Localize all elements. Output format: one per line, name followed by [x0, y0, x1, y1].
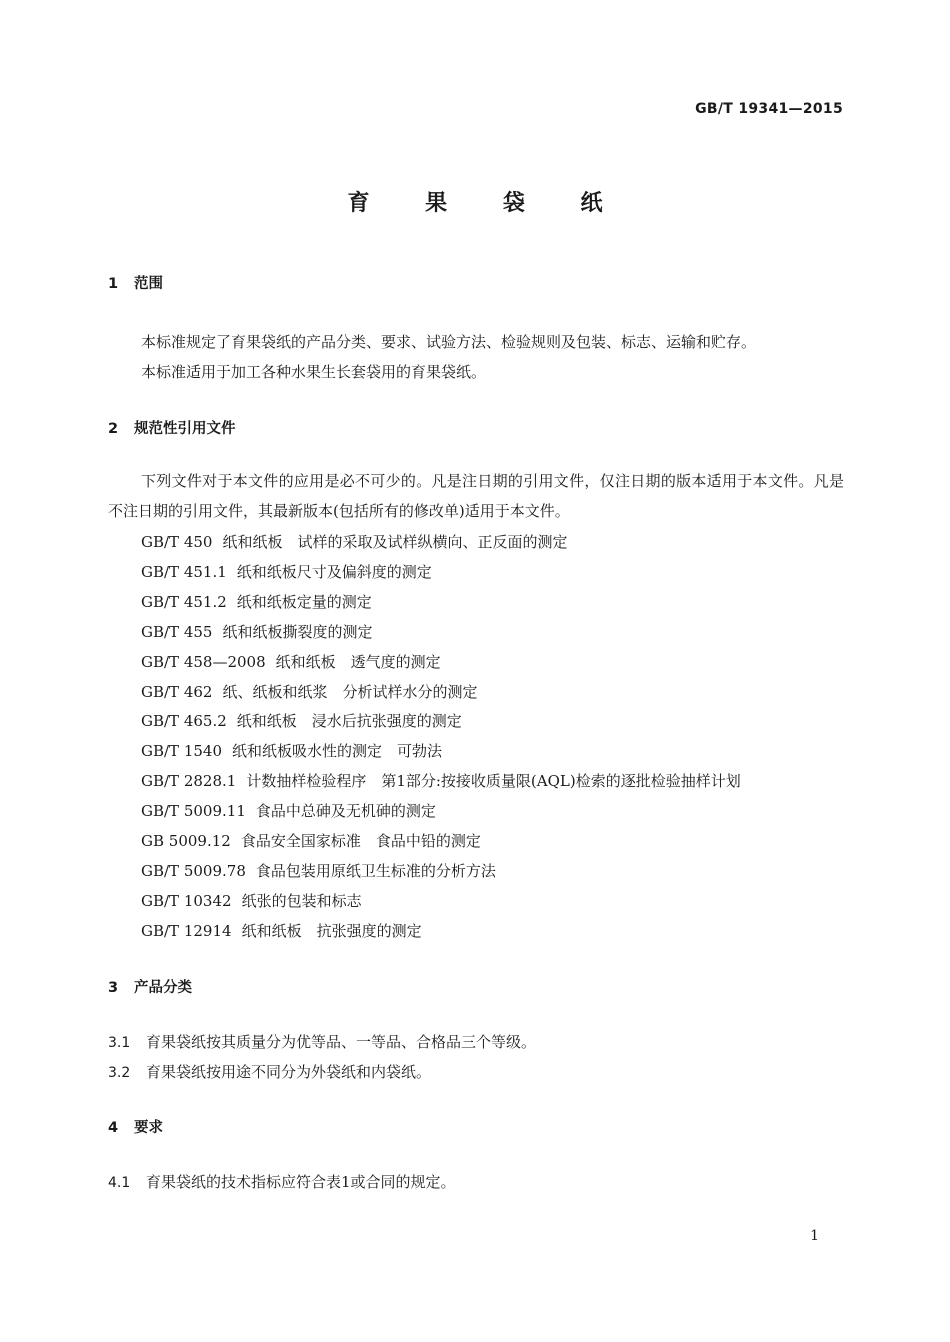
reference-title: 纸和纸板定量的测定 — [236, 593, 372, 611]
section-number: 1 — [108, 276, 119, 292]
reference-item — [141, 621, 372, 642]
reference-item — [141, 531, 567, 552]
clause-item — [108, 1061, 431, 1082]
reference-code: GB/T 450 — [141, 533, 213, 551]
paragraph: 本标准规定了育果袋纸的产品分类、要求、试验方法、检验规则及包装、标志、运输和贮存。 — [141, 333, 757, 351]
reference-item — [141, 591, 372, 612]
reference-code: GB/T 458—2008 — [141, 653, 266, 671]
reference-item — [141, 920, 422, 941]
reference-title: 食品中总砷及无机砷的测定 — [255, 802, 436, 820]
reference-title: 纸和纸板撕裂度的测定 — [222, 623, 373, 641]
reference-item — [141, 561, 432, 582]
reference-title: 食品安全国家标准 食品中铅的测定 — [240, 832, 481, 850]
reference-title: 纸和纸板 试样的采取及试样纵横向、正反面的测定 — [222, 533, 568, 551]
document-title: 育 果 袋 纸 — [347, 191, 627, 216]
reference-title: 纸和纸板 透气度的测定 — [275, 653, 441, 671]
section-title: 规范性引用文件 — [134, 421, 236, 437]
reference-title: 计数抽样检验程序 第1部分:按接收质量限(AQL)检索的逐批检验抽样计划 — [246, 772, 741, 790]
reference-item — [141, 890, 362, 911]
reference-code: GB/T 1540 — [141, 742, 223, 760]
reference-code: GB/T 5009.78 — [141, 862, 246, 880]
page-number: 1 — [810, 1228, 819, 1244]
reference-item — [141, 800, 436, 821]
clause-text: 育果袋纸按用途不同分为外袋纸和内袋纸。 — [146, 1063, 432, 1081]
section-4-heading — [108, 1116, 163, 1137]
section-2-heading — [108, 417, 236, 438]
reference-title: 纸、纸板和纸浆 分析试样水分的测定 — [222, 683, 478, 701]
reference-code: GB/T 465.2 — [141, 712, 227, 730]
reference-code: GB/T 10342 — [141, 892, 232, 910]
section-number: 3 — [108, 980, 119, 996]
reference-code: GB/T 462 — [141, 683, 213, 701]
reference-title: 纸和纸板尺寸及偏斜度的测定 — [236, 563, 432, 581]
reference-item — [141, 830, 481, 851]
reference-title: 纸和纸板吸水性的测定 可勃法 — [232, 742, 443, 760]
clause-text: 育果袋纸按其质量分为优等品、一等品、合格品三个等级。 — [146, 1033, 537, 1051]
reference-code: GB/T 451.2 — [141, 593, 227, 611]
reference-item — [141, 860, 496, 881]
reference-title: 纸张的包装和标志 — [241, 892, 362, 910]
section-3-heading — [108, 976, 192, 997]
clause-item — [108, 1171, 456, 1192]
section-title: 产品分类 — [134, 980, 192, 996]
reference-item — [141, 770, 741, 791]
reference-code: GB 5009.12 — [141, 832, 231, 850]
reference-code: GB/T 451.1 — [141, 563, 227, 581]
reference-title: 纸和纸板 抗张强度的测定 — [241, 922, 422, 940]
intro-paragraph: 下列文件对于本文件的应用是必不可少的。凡是注日期的引用文件，仅注日期的版本适用于本文件。凡是不注日期的引用文件，其最新版本(包括所有的修改单)适用于本文件。 — [108, 472, 844, 520]
reference-item — [141, 651, 441, 672]
clause-number: 3.2 — [108, 1065, 131, 1081]
reference-item — [141, 681, 477, 702]
reference-title: 食品包装用原纸卫生标准的分析方法 — [255, 862, 496, 880]
clause-item — [108, 1031, 536, 1052]
reference-code: GB/T 2828.1 — [141, 772, 237, 790]
reference-item — [141, 710, 462, 731]
reference-code: GB/T 12914 — [141, 922, 232, 940]
reference-code: GB/T 455 — [141, 623, 213, 641]
reference-title: 纸和纸板 浸水后抗张强度的测定 — [236, 712, 462, 730]
standard-number: GB/T 19341—2015 — [695, 101, 843, 117]
clause-number: 4.1 — [108, 1175, 131, 1191]
section-title: 要求 — [134, 1120, 163, 1136]
section-number: 2 — [108, 421, 119, 437]
section-1-heading — [108, 272, 163, 293]
section-title: 范围 — [134, 276, 163, 292]
paragraph: 本标准适用于加工各种水果生长套袋用的育果袋纸。 — [141, 363, 487, 381]
reference-code: GB/T 5009.11 — [141, 802, 246, 820]
clause-text: 育果袋纸的技术指标应符合表1或合同的规定。 — [146, 1173, 456, 1191]
clause-number: 3.1 — [108, 1035, 131, 1051]
reference-item — [141, 740, 442, 761]
section-number: 4 — [108, 1120, 119, 1136]
